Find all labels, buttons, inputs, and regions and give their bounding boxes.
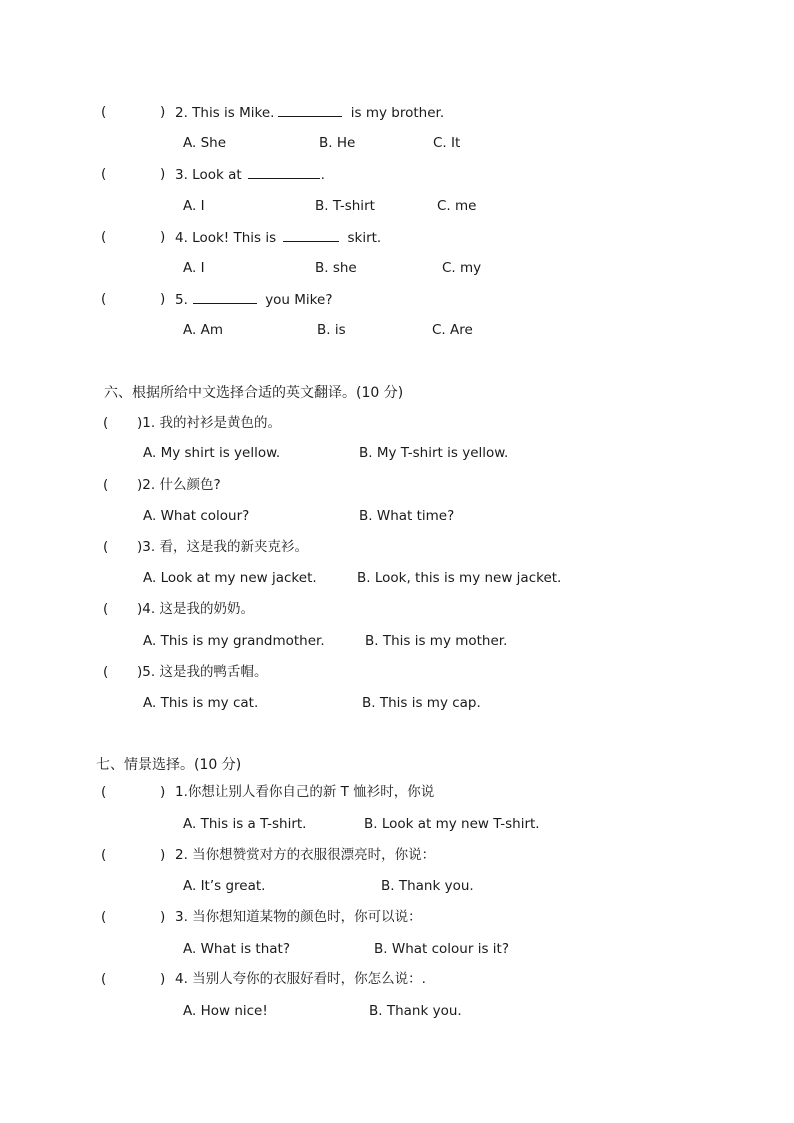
option-c: C. me xyxy=(437,198,477,214)
option-b: B. Look, this is my new jacket. xyxy=(357,570,562,586)
question-stem: 5. you Mike? xyxy=(175,292,333,308)
option-c: C. It xyxy=(433,135,461,151)
option-a: A. This is my grandmother. xyxy=(143,633,325,649)
question-stem: 2. 当你想赞赏对方的衣服很漂亮时，你说： xyxy=(175,847,436,863)
option-a: A. What colour? xyxy=(143,508,250,524)
answer-open-paren: ( xyxy=(103,477,109,493)
question-stem: )5. 这是我的鸭舌帽。 xyxy=(137,664,268,680)
option-b: B. This is my mother. xyxy=(365,633,508,649)
answer-close-paren: ) xyxy=(160,166,166,182)
answer-close-paren: ) xyxy=(160,229,166,245)
answer-open-paren: ( xyxy=(101,104,107,120)
question-stem: 4. 当别人夸你的衣服好看时，你怎么说：. xyxy=(175,971,426,987)
answer-open-paren: ( xyxy=(101,847,107,863)
fill-blank[interactable] xyxy=(248,165,320,179)
option-a: A. She xyxy=(183,135,227,151)
answer-open-paren: ( xyxy=(101,291,107,307)
option-b: B. Thank you. xyxy=(369,1003,462,1019)
answer-close-paren: ) xyxy=(160,971,166,987)
question-stem: )3. 看，这是我的新夹克衫。 xyxy=(137,539,308,555)
option-a: A. My shirt is yellow. xyxy=(143,445,281,461)
option-a: A. I xyxy=(183,198,205,214)
answer-close-paren: ) xyxy=(160,104,166,120)
option-b: B. Thank you. xyxy=(381,878,474,894)
option-c: C. Are xyxy=(432,322,473,338)
answer-open-paren: ( xyxy=(103,601,109,617)
fill-blank[interactable] xyxy=(278,103,342,117)
question-stem: 1.你想让别人看你自己的新 T 恤衫时，你说 xyxy=(175,784,435,800)
option-a: A. Am xyxy=(183,322,223,338)
option-b: B. What colour is it? xyxy=(374,941,509,957)
question-stem: 4. Look! This is skirt. xyxy=(175,230,382,246)
option-a: A. This is a T-shirt. xyxy=(183,816,307,832)
section6-heading: 六、根据所给中文选择合适的英文翻译。(10 分) xyxy=(104,385,404,401)
option-a: A. This is my cat. xyxy=(143,695,259,711)
answer-open-paren: ( xyxy=(103,415,109,431)
question-stem: 3. Look at . xyxy=(175,167,325,183)
option-a: A. I xyxy=(183,260,205,276)
answer-open-paren: ( xyxy=(101,909,107,925)
answer-close-paren: ) xyxy=(160,909,166,925)
question-stem: 3. 当你想知道某物的颜色时，你可以说： xyxy=(175,909,422,925)
option-b: B. What time? xyxy=(359,508,455,524)
answer-open-paren: ( xyxy=(101,784,107,800)
answer-close-paren: ) xyxy=(160,784,166,800)
option-a: A. Look at my new jacket. xyxy=(143,570,317,586)
section7-heading: 七、情景选择。(10 分) xyxy=(96,757,242,773)
answer-open-paren: ( xyxy=(101,166,107,182)
option-b: B. This is my cap. xyxy=(362,695,481,711)
answer-open-paren: ( xyxy=(101,971,107,987)
option-b: B. My T-shirt is yellow. xyxy=(359,445,509,461)
option-b: B. is xyxy=(317,322,346,338)
answer-open-paren: ( xyxy=(103,539,109,555)
question-stem: )1. 我的衬衫是黄色的。 xyxy=(137,415,281,431)
answer-open-paren: ( xyxy=(103,664,109,680)
answer-close-paren: ) xyxy=(160,291,166,307)
option-b: B. T-shirt xyxy=(315,198,375,214)
fill-blank[interactable] xyxy=(193,290,257,304)
fill-blank[interactable] xyxy=(283,228,339,242)
option-c: C. my xyxy=(442,260,482,276)
question-stem: )2. 什么颜色? xyxy=(137,477,221,493)
question-stem: 2. This is Mike. is my brother. xyxy=(175,105,445,121)
question-stem: )4. 这是我的奶奶。 xyxy=(137,601,254,617)
option-b: B. He xyxy=(319,135,356,151)
option-b: B. Look at my new T-shirt. xyxy=(364,816,540,832)
option-a: A. It’s great. xyxy=(183,878,266,894)
option-a: A. How nice! xyxy=(183,1003,268,1019)
option-b: B. she xyxy=(315,260,357,276)
answer-open-paren: ( xyxy=(101,229,107,245)
answer-close-paren: ) xyxy=(160,847,166,863)
option-a: A. What is that? xyxy=(183,941,290,957)
